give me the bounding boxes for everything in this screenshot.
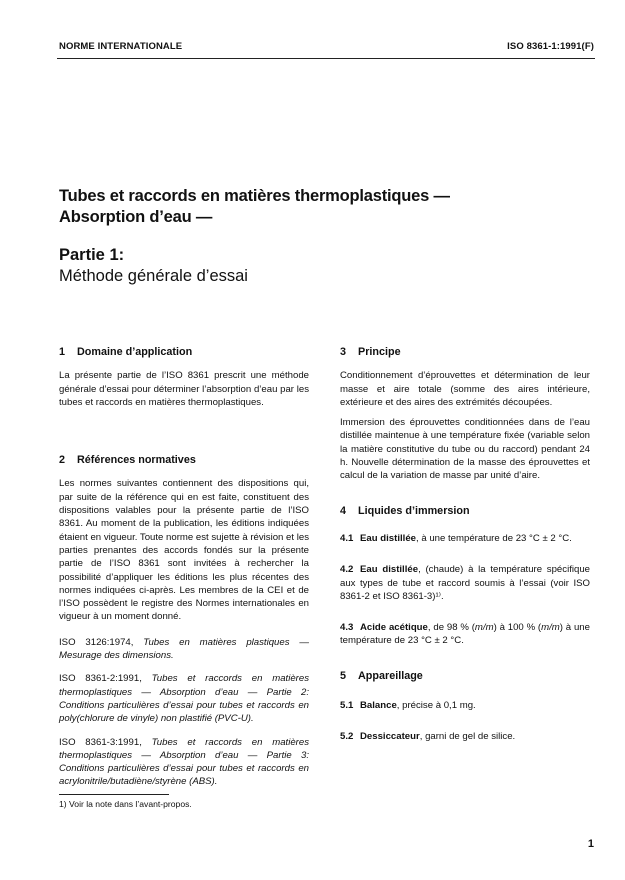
subclause-4-2: 4.2 Eau distillée, (chaude) à la température spécifique aux types de tube et raccord soumis à l’essai (voir ISO 8361-2 et ISO 8361-3)¹⁾. [340, 564, 590, 602]
part-subtitle: Méthode générale d’essai [59, 267, 248, 285]
header-right: ISO 8361-1:1991(F) [507, 41, 594, 52]
header-rule [57, 58, 595, 59]
subclause-5-2: 5.2 Dessiccateur, garni de gel de silice. [340, 731, 516, 743]
section-title: Principe [358, 346, 401, 358]
section-3-paragraph-1: Conditionnement d’éprouvettes et détermination de leur masse et aire totale (somme des aires intérieure, extérieure et des aires des extrémités découpées. [340, 370, 590, 408]
normative-reference [59, 672, 309, 725]
section-5-heading [340, 670, 590, 683]
term: Dessiccateur [360, 731, 420, 743]
page-number: 1 [587, 838, 594, 850]
section-title: Références normatives [77, 454, 196, 467]
section-number: 5 [340, 669, 347, 682]
reference-code: ISO 8361-3:1991, [59, 736, 142, 748]
left-column [59, 346, 309, 789]
footnote-rule [59, 794, 169, 795]
section-number: 4 [340, 504, 347, 517]
part-number: Partie 1: [59, 246, 125, 264]
reference-code: ISO 8361-2:1991, [59, 673, 142, 685]
section-3-heading [340, 346, 590, 359]
section-2-heading [59, 454, 309, 467]
section-1-heading [59, 346, 309, 359]
section-number: 2 [59, 454, 66, 467]
subclause-5-1: 5.1 Balance, précise à 0,1 mg. [340, 700, 476, 712]
title-line-2: Absorption d’eau — [59, 208, 213, 226]
header-left: NORME INTERNATIONALE [59, 41, 183, 52]
reference-title: Tubes en matières plastiques — Mesurage des dimensions. [59, 636, 309, 662]
title-line-1: Tubes et raccords en matières thermoplastiques — [59, 187, 450, 205]
part-heading [59, 245, 248, 287]
section-1-body: La présente partie de l’ISO 8361 prescrit une méthode générale d’essai pour déterminer l’absorption d’eau par les tubes et raccords en matières thermoplastiques. [59, 370, 309, 408]
normative-reference [59, 636, 309, 663]
section-title: Appareillage [358, 669, 423, 682]
document-title [59, 186, 450, 228]
subclause-4-3: 4.3 Acide acétique, de 98 % (m/m) à 100 % (m/m) à une température de 23 °C ± 2 °C. [340, 622, 590, 647]
term: Acide acétique [360, 622, 428, 634]
reference-title: Tubes et raccords en matières thermoplastiques — Absorption d’eau — Partie 2: Conditions particulières d’essai pour tubes et raccords en poly(chlorure de vinyle) non plastifié (PVC-U). [59, 673, 309, 725]
section-2-body: Les normes suivantes contiennent des dispositions qui, par suite de la référence qui en est faite, constituent des dispositions valables pour la présente partie de l’ISO 8361. Au moment de la publication, les éditions indiquées étaient en vigueur. Toute norme est sujette à révision et les parties prenantes des accords fondés sur la présente partie de l’ISO 8361 sont invitées à rechercher la possibilité d’appliquer les éditions les plus récentes des normes indiquées ci-après. Les membres de la CEI et de l’ISO possèdent le registre des Normes internationales en vigueur à un moment donné. [59, 478, 309, 623]
term: Balance [360, 700, 397, 712]
right-column [340, 346, 590, 744]
reference-title: Tubes et raccords en matières thermoplastiques — Absorption d’eau — Partie 3: Conditions particulières d’essai pour tubes et raccords en acrylonitrile/butadiène/styrène (ABS). [59, 736, 309, 788]
section-number: 1 [59, 346, 66, 358]
footnote: 1) Voir la note dans l’avant-propos. [59, 799, 192, 809]
normative-reference [59, 736, 309, 789]
term: Eau distillée [360, 532, 416, 544]
section-number: 3 [340, 346, 347, 358]
term: Eau distillée [360, 564, 419, 576]
reference-code: ISO 3126:1974, [59, 636, 134, 648]
subclause-4-1: 4.1 Eau distillée, à une température de 23 °C ± 2 °C. [340, 532, 572, 544]
section-title: Domaine d’application [77, 346, 193, 358]
section-3-paragraph-2: Immersion des éprouvettes conditionnées dans de l’eau distillée maintenue à une température fixée (variable selon la matière constitutive du tube ou du raccord) pendant 24 h. Nouvelle détermination de la masse des éprouvettes et calcul de la variation de masse par unité d’aire. [340, 417, 590, 482]
section-4-heading [340, 505, 590, 518]
section-title: Liquides d’immersion [358, 504, 470, 517]
